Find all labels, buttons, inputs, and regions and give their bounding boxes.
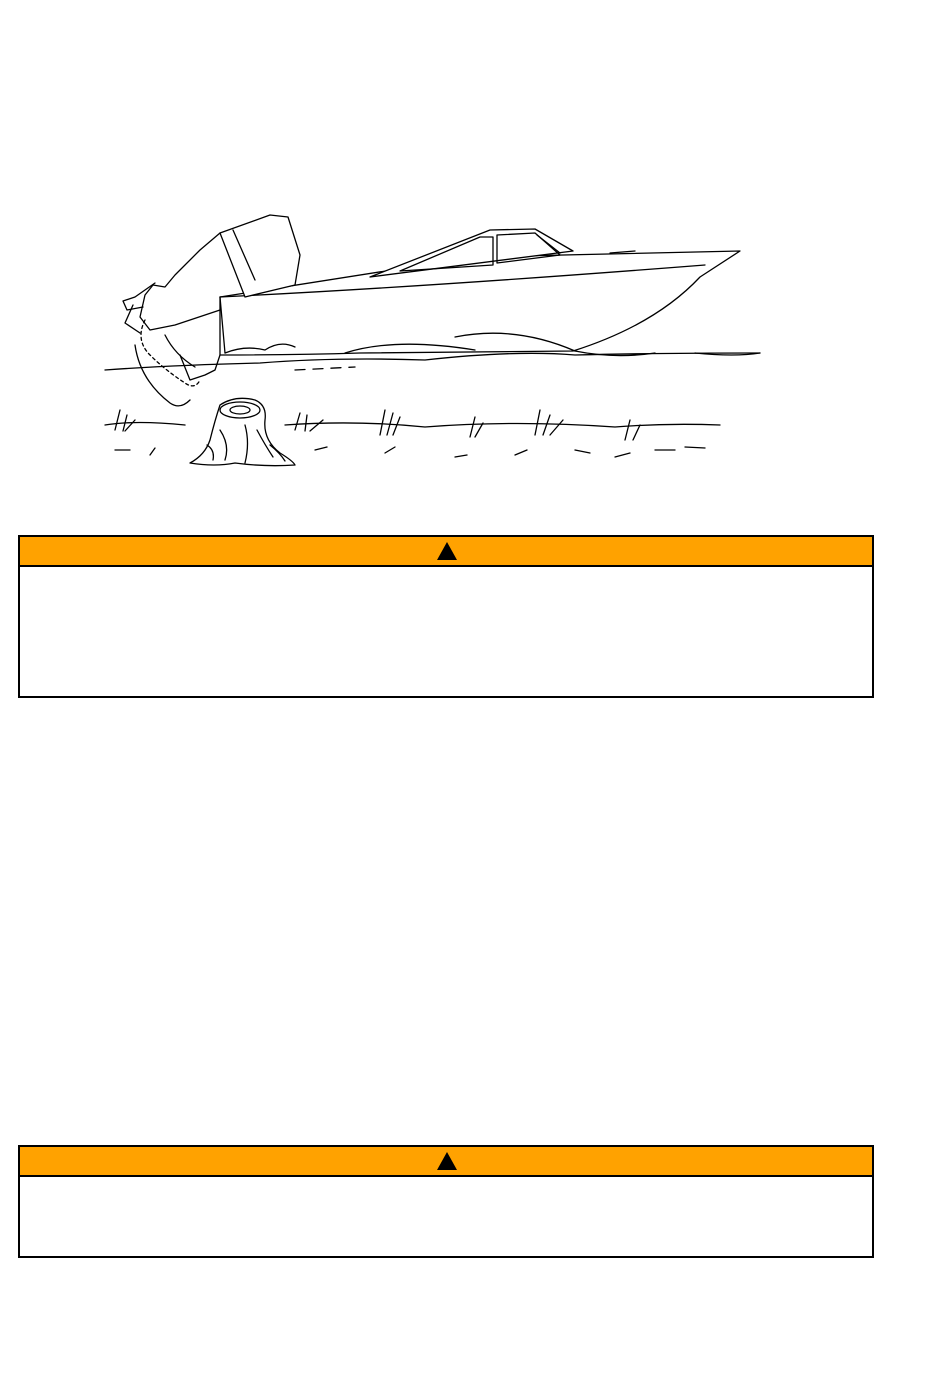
boat-striking-stump-illustration — [95, 205, 775, 480]
warning-box-1 — [18, 535, 874, 698]
outboard-motor — [220, 215, 300, 297]
warning-triangle-icon — [437, 542, 457, 560]
warning-header — [20, 537, 872, 567]
waterline — [105, 353, 760, 370]
warning-header — [20, 1147, 872, 1177]
warning-triangle-icon — [437, 1152, 457, 1170]
tree-stump — [190, 398, 295, 465]
warning-box-2 — [18, 1145, 874, 1258]
